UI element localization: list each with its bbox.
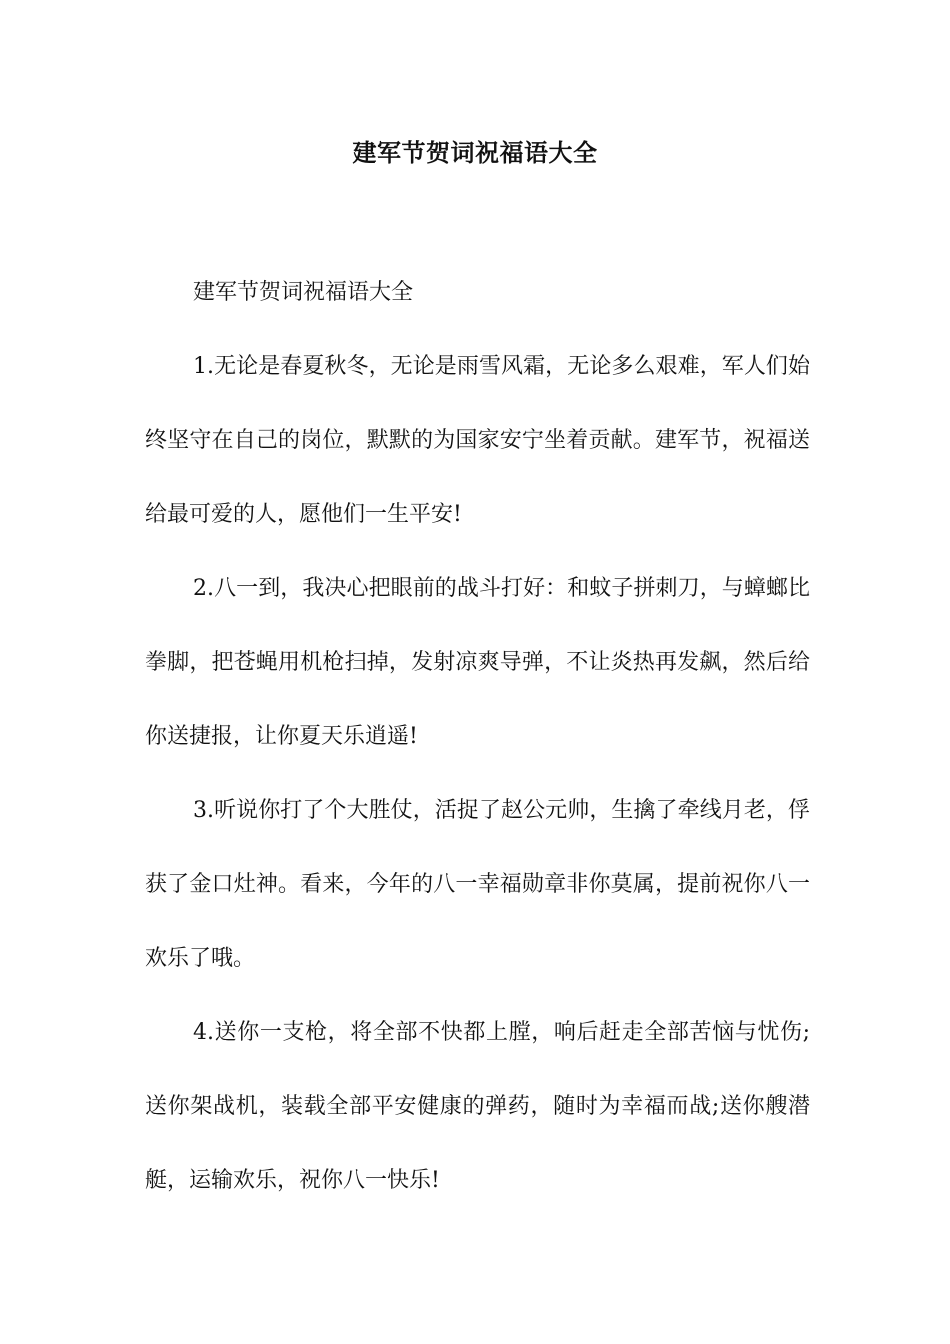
paragraph-3: 3.听说你打了个大胜仗，活捉了赵公元帅，生擒了牵线月老，俘获了金口灶神。看来，今年的八一幸福勋章非你莫属，提前祝你八一欢乐了哦。 <box>145 798 810 971</box>
paragraph-4: 4.送你一支枪，将全部不快都上膛，响后赶走全部苦恼与忧伤;送你架战机，装载全部平安健康的弹药，随时为幸福而战;送你艘潜艇，运输欢乐，祝你八一快乐! <box>145 1020 810 1193</box>
document-title: 建军节贺词祝福语大全 <box>352 138 598 167</box>
paragraph-1: 1.无论是春夏秋冬，无论是雨雪风霜，无论多么艰难，军人们始终坚守在自己的岗位，默默的为国家安宁坐着贡献。建军节，祝福送给最可爱的人，愿他们一生平安! <box>145 354 810 527</box>
paragraph-heading: 建军节贺词祝福语大全 <box>193 280 414 305</box>
paragraph-2: 2.八一到，我决心把眼前的战斗打好：和蚊子拼刺刀，与蟑螂比拳脚，把苍蝇用机枪扫掉，发射凉爽导弹，不让炎热再发飙，然后给你送捷报，让你夏天乐逍遥! <box>145 576 810 749</box>
document-body <box>145 256 810 1218</box>
